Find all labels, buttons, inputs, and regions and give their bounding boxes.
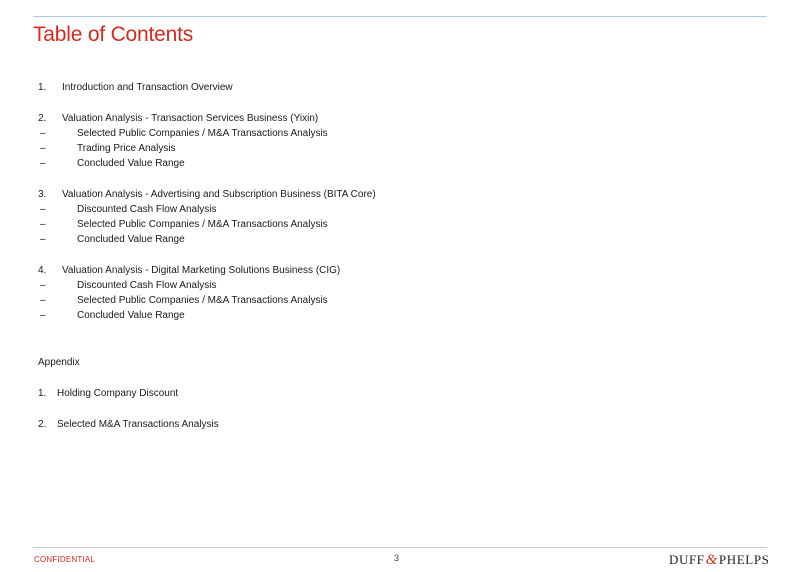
- subsection-title: Concluded Value Range: [77, 310, 185, 321]
- section-number: 4.: [38, 265, 47, 276]
- subsection-title: Discounted Cash Flow Analysis: [77, 280, 217, 291]
- dash-bullet: –: [40, 310, 46, 321]
- header-rule: [33, 16, 767, 17]
- section-number: 1.: [38, 82, 47, 93]
- dash-bullet: –: [40, 158, 46, 169]
- logo-ampersand: &: [705, 552, 718, 568]
- section-number: 2.: [38, 113, 47, 124]
- dash-bullet: –: [40, 128, 46, 139]
- section-title: Valuation Analysis - Transaction Services Business (Yixin): [62, 113, 319, 124]
- logo-text-left: DUFF: [669, 552, 705, 567]
- page-number: 3: [394, 553, 400, 563]
- dash-bullet: –: [40, 143, 46, 154]
- subsection-title: Concluded Value Range: [77, 158, 185, 169]
- dash-bullet: –: [40, 219, 46, 230]
- dash-bullet: –: [40, 234, 46, 245]
- subsection-title: Trading Price Analysis: [77, 143, 176, 154]
- appendix-number: 2.: [38, 419, 47, 430]
- subsection-title: Selected Public Companies / M&A Transactions Analysis: [77, 128, 328, 139]
- subsection-title: Concluded Value Range: [77, 234, 185, 245]
- dash-bullet: –: [40, 280, 46, 291]
- subsection-title: Selected Public Companies / M&A Transactions Analysis: [77, 219, 328, 230]
- section-title: Valuation Analysis - Advertising and Subscription Business (BITA Core): [62, 189, 376, 200]
- section-title: Introduction and Transaction Overview: [62, 82, 233, 93]
- section-title: Valuation Analysis - Digital Marketing Solutions Business (CIG): [62, 265, 341, 276]
- subsection-title: Discounted Cash Flow Analysis: [77, 204, 217, 215]
- appendix-title: Holding Company Discount: [57, 388, 179, 399]
- footer-rule: [33, 547, 767, 548]
- page-title: Table of Contents: [33, 23, 194, 46]
- confidential-label: CONFIDENTIAL: [34, 555, 96, 564]
- section-number: 3.: [38, 189, 47, 200]
- dash-bullet: –: [40, 295, 46, 306]
- dash-bullet: –: [40, 204, 46, 215]
- logo-text-right: PHELPS: [718, 552, 770, 567]
- appendix-title: Selected M&A Transactions Analysis: [57, 419, 219, 430]
- appendix-label: Appendix: [38, 357, 80, 368]
- subsection-title: Selected Public Companies / M&A Transactions Analysis: [77, 295, 328, 306]
- appendix-number: 1.: [38, 388, 47, 399]
- company-logo: [669, 552, 769, 569]
